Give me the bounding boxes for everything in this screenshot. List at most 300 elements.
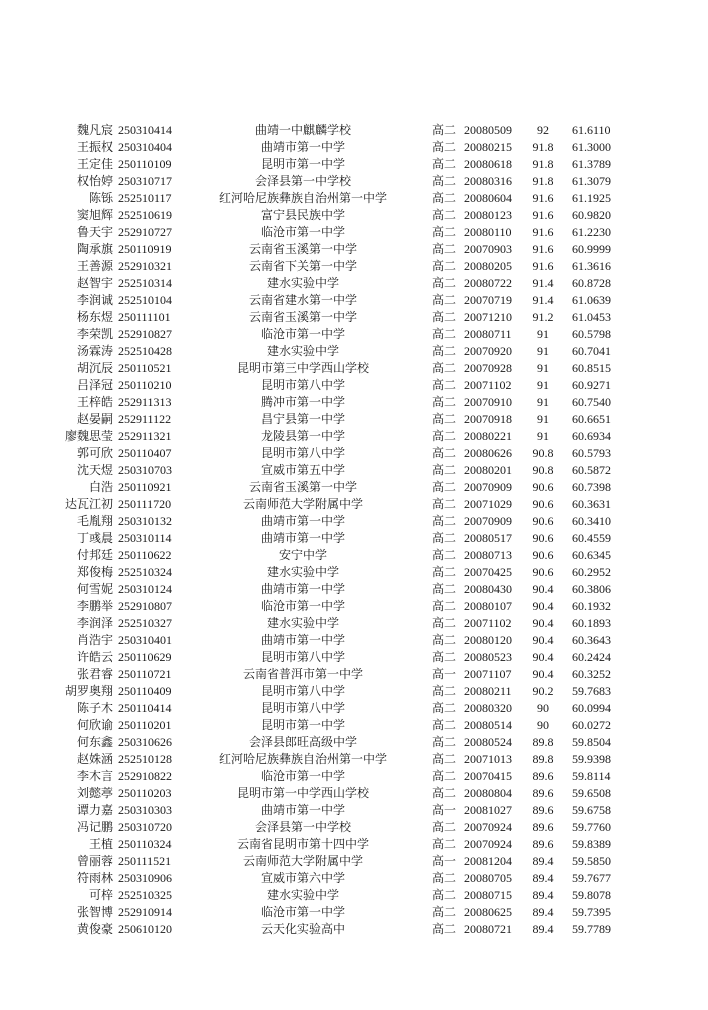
grade-level: 高二 <box>432 786 457 800</box>
school-name: 曲靖市第一中学 <box>260 633 345 647</box>
score-value: 91 <box>537 378 549 392</box>
student-id: 252510619 <box>118 208 172 222</box>
student-name: 刘懿葶 <box>76 786 113 800</box>
birth-date: 20080711 <box>464 327 512 341</box>
score-value: 91.6 <box>532 191 554 205</box>
table-row <box>0 377 708 394</box>
birth-date: 20080509 <box>464 123 512 137</box>
composite-score: 59.6508 <box>572 786 611 800</box>
composite-score: 60.9820 <box>572 208 611 222</box>
composite-score: 60.6345 <box>572 548 611 562</box>
table-row <box>0 122 708 139</box>
composite-score: 60.1932 <box>572 599 611 613</box>
student-id: 250310720 <box>118 820 172 834</box>
student-name: 陈铄 <box>88 191 113 205</box>
table-row <box>0 547 708 564</box>
table-row <box>0 275 708 292</box>
student-name: 胡沉辰 <box>76 361 113 375</box>
school-name: 临沧市第一中学 <box>260 905 345 919</box>
birth-date: 20081204 <box>464 854 512 868</box>
composite-score: 60.9271 <box>572 378 611 392</box>
birth-date: 20080722 <box>464 276 512 290</box>
student-id: 250110921 <box>118 480 172 494</box>
grade-level: 高二 <box>432 310 457 324</box>
table-row <box>0 734 708 751</box>
student-name: 王善源 <box>76 259 113 273</box>
school-name: 曲靖市第一中学 <box>260 514 345 528</box>
school-name: 曲靖市第一中学 <box>260 803 345 817</box>
composite-score: 60.4559 <box>572 531 611 545</box>
student-name: 王振权 <box>76 140 113 154</box>
student-name: 黄俊豪 <box>76 922 113 936</box>
student-name: 李润泽 <box>76 616 113 630</box>
table-row <box>0 156 708 173</box>
student-name: 权怡婷 <box>76 174 113 188</box>
grade-level: 高二 <box>432 480 457 494</box>
table-row <box>0 717 708 734</box>
composite-score: 59.8504 <box>572 735 611 749</box>
school-name: 龙陵县第一中学 <box>260 429 345 443</box>
score-value: 90.8 <box>532 446 554 460</box>
score-value: 89.4 <box>532 854 554 868</box>
student-id: 252910914 <box>118 905 172 919</box>
birth-date: 20080211 <box>464 684 512 698</box>
student-name: 鲁天宇 <box>76 225 113 239</box>
composite-score: 60.5872 <box>572 463 611 477</box>
table-row <box>0 173 708 190</box>
table-row <box>0 445 708 462</box>
score-value: 91.8 <box>532 140 554 154</box>
student-id: 252911122 <box>118 412 172 426</box>
birth-date: 20080316 <box>464 174 512 188</box>
school-name: 建水实验中学 <box>266 565 339 579</box>
table-row <box>0 258 708 275</box>
composite-score: 60.1893 <box>572 616 611 630</box>
composite-score: 60.3631 <box>572 497 611 511</box>
student-id: 252911321 <box>118 429 172 443</box>
score-value: 89.6 <box>532 837 554 851</box>
score-table <box>0 122 708 938</box>
composite-score: 60.3643 <box>572 633 611 647</box>
student-name: 肖浩宇 <box>76 633 113 647</box>
birth-date: 20071013 <box>464 752 512 766</box>
score-value: 90.4 <box>532 667 554 681</box>
student-name: 陈子木 <box>76 701 113 715</box>
student-id: 250310132 <box>118 514 172 528</box>
table-row <box>0 870 708 887</box>
grade-level: 高二 <box>432 497 457 511</box>
table-row <box>0 853 708 870</box>
table-row <box>0 887 708 904</box>
grade-level: 高二 <box>432 633 457 647</box>
composite-score: 60.2424 <box>572 650 611 664</box>
score-value: 91 <box>537 361 549 375</box>
score-value: 90.4 <box>532 616 554 630</box>
score-value: 89.4 <box>532 905 554 919</box>
school-name: 云天化实验高中 <box>260 922 345 936</box>
grade-level: 高二 <box>432 871 457 885</box>
student-id: 252510428 <box>118 344 172 358</box>
student-id: 250110919 <box>118 242 172 256</box>
student-name: 符雨林 <box>76 871 113 885</box>
school-name: 建水实验中学 <box>266 344 339 358</box>
score-value: 89.4 <box>532 871 554 885</box>
table-row <box>0 564 708 581</box>
birth-date: 20080604 <box>464 191 512 205</box>
grade-level: 高二 <box>432 820 457 834</box>
birth-date: 20080625 <box>464 905 512 919</box>
student-name: 沈天煜 <box>76 463 113 477</box>
birth-date: 20080205 <box>464 259 512 273</box>
composite-score: 59.7760 <box>572 820 611 834</box>
student-id: 252910807 <box>118 599 172 613</box>
student-name: 赵姝涵 <box>76 752 113 766</box>
student-name: 付邦廷 <box>76 548 113 562</box>
student-id: 252910727 <box>118 225 172 239</box>
table-row <box>0 411 708 428</box>
student-name: 王定佳 <box>76 157 113 171</box>
grade-level: 高二 <box>432 446 457 460</box>
birth-date: 20070909 <box>464 514 512 528</box>
table-row <box>0 802 708 819</box>
school-name: 昆明市第一中学 <box>260 718 345 732</box>
student-id: 250110622 <box>118 548 172 562</box>
score-value: 89.6 <box>532 786 554 800</box>
composite-score: 61.1925 <box>572 191 611 205</box>
student-name: 魏凡宸 <box>76 123 113 137</box>
grade-level: 高二 <box>432 259 457 273</box>
score-value: 89.8 <box>532 735 554 749</box>
grade-level: 高二 <box>432 361 457 375</box>
table-row <box>0 530 708 547</box>
birth-date: 20070910 <box>464 395 512 409</box>
score-value: 91.8 <box>532 157 554 171</box>
composite-score: 60.9999 <box>572 242 611 256</box>
composite-score: 61.3000 <box>572 140 611 154</box>
score-value: 89.4 <box>532 922 554 936</box>
composite-score: 59.8389 <box>572 837 611 851</box>
student-name: 吕泽冠 <box>76 378 113 392</box>
composite-score: 61.0453 <box>572 310 611 324</box>
grade-level: 高二 <box>432 463 457 477</box>
composite-score: 60.8515 <box>572 361 611 375</box>
school-name: 云南省下关第一中学 <box>248 259 357 273</box>
score-value: 92 <box>537 123 549 137</box>
school-name: 云南省普洱市第一中学 <box>242 667 363 681</box>
student-id: 250310404 <box>118 140 172 154</box>
grade-level: 高二 <box>432 276 457 290</box>
birth-date: 20070719 <box>464 293 512 307</box>
student-id: 250110324 <box>118 837 172 851</box>
student-id: 250610120 <box>118 922 172 936</box>
composite-score: 60.2952 <box>572 565 611 579</box>
score-value: 91.4 <box>532 293 554 307</box>
composite-score: 60.7540 <box>572 395 611 409</box>
school-name: 安宁中学 <box>278 548 327 562</box>
grade-level: 高二 <box>432 752 457 766</box>
birth-date: 20070928 <box>464 361 512 375</box>
student-name: 郭可欣 <box>76 446 113 460</box>
school-name: 昆明市第八中学 <box>260 446 345 460</box>
student-name: 毛胤翔 <box>76 514 113 528</box>
school-name: 昆明市第一中学西山学校 <box>236 786 369 800</box>
composite-score: 60.7398 <box>572 480 611 494</box>
school-name: 昆明市第八中学 <box>260 650 345 664</box>
student-id: 250310114 <box>118 531 172 545</box>
student-name: 谭力嘉 <box>76 803 113 817</box>
score-value: 89.6 <box>532 803 554 817</box>
score-value: 89.6 <box>532 769 554 783</box>
score-value: 89.6 <box>532 820 554 834</box>
school-name: 临沧市第一中学 <box>260 225 345 239</box>
birth-date: 20080626 <box>464 446 512 460</box>
score-value: 90.4 <box>532 633 554 647</box>
school-name: 云南省昆明市第十四中学 <box>236 837 369 851</box>
student-name: 赵晏嗣 <box>76 412 113 426</box>
birth-date: 20080517 <box>464 531 512 545</box>
composite-score: 61.6110 <box>572 123 611 137</box>
student-name: 可梓 <box>88 888 113 902</box>
grade-level: 高二 <box>432 769 457 783</box>
student-id: 250110409 <box>118 684 172 698</box>
table-row <box>0 326 708 343</box>
grade-level: 高二 <box>432 327 457 341</box>
composite-score: 61.2230 <box>572 225 611 239</box>
birth-date: 20070425 <box>464 565 512 579</box>
table-row <box>0 785 708 802</box>
student-name: 达瓦江初 <box>64 497 113 511</box>
score-value: 90.2 <box>532 684 554 698</box>
composite-score: 59.6758 <box>572 803 611 817</box>
school-name: 临沧市第一中学 <box>260 769 345 783</box>
student-name: 廖魏思莹 <box>64 429 113 443</box>
table-row <box>0 649 708 666</box>
grade-level: 高二 <box>432 429 457 443</box>
grade-level: 高二 <box>432 191 457 205</box>
table-row <box>0 462 708 479</box>
student-id: 250110629 <box>118 650 172 664</box>
score-value: 90.6 <box>532 548 554 562</box>
grade-level: 高二 <box>432 531 457 545</box>
student-id: 250110721 <box>118 667 172 681</box>
grade-level: 高二 <box>432 735 457 749</box>
grade-level: 高二 <box>432 242 457 256</box>
table-row <box>0 394 708 411</box>
student-id: 252510327 <box>118 616 172 630</box>
birth-date: 20070415 <box>464 769 512 783</box>
school-name: 宣威市第五中学 <box>260 463 345 477</box>
student-name: 赵智宇 <box>76 276 113 290</box>
student-name: 王植 <box>88 837 113 851</box>
school-name: 云南省玉溪第一中学 <box>248 310 357 324</box>
student-id: 250110210 <box>118 378 172 392</box>
birth-date: 20080713 <box>464 548 512 562</box>
grade-level: 高二 <box>432 548 457 562</box>
score-value: 90 <box>537 701 549 715</box>
student-id: 250111101 <box>118 310 171 324</box>
birth-date: 20071102 <box>464 378 512 392</box>
student-name: 陶承旗 <box>76 242 113 256</box>
school-name: 云南省玉溪第一中学 <box>248 242 357 256</box>
score-value: 90.6 <box>532 497 554 511</box>
birth-date: 20080618 <box>464 157 512 171</box>
school-name: 宣威市第六中学 <box>260 871 345 885</box>
school-name: 云南省建水第一中学 <box>248 293 357 307</box>
student-name: 郑俊梅 <box>76 565 113 579</box>
score-value: 91 <box>537 344 549 358</box>
school-name: 红河哈尼族彝族自治州第一中学 <box>218 752 387 766</box>
table-row <box>0 207 708 224</box>
grade-level: 高二 <box>432 378 457 392</box>
composite-score: 61.3789 <box>572 157 611 171</box>
composite-score: 60.0272 <box>572 718 611 732</box>
school-name: 临沧市第一中学 <box>260 327 345 341</box>
table-row <box>0 190 708 207</box>
birth-date: 20080320 <box>464 701 512 715</box>
table-row <box>0 836 708 853</box>
score-value: 91.6 <box>532 208 554 222</box>
table-row <box>0 751 708 768</box>
birth-date: 20080120 <box>464 633 512 647</box>
birth-date: 20070903 <box>464 242 512 256</box>
table-row <box>0 360 708 377</box>
composite-score: 59.7683 <box>572 684 611 698</box>
birth-date: 20080107 <box>464 599 512 613</box>
composite-score: 60.3806 <box>572 582 611 596</box>
student-id: 252910827 <box>118 327 172 341</box>
grade-level: 高二 <box>432 140 457 154</box>
score-value: 89.4 <box>532 888 554 902</box>
student-name: 李润诚 <box>76 293 113 307</box>
grade-level: 高二 <box>432 837 457 851</box>
score-value: 90.6 <box>532 514 554 528</box>
grade-level: 高二 <box>432 922 457 936</box>
composite-score: 59.8114 <box>572 769 611 783</box>
birth-date: 20070920 <box>464 344 512 358</box>
grade-level: 高二 <box>432 225 457 239</box>
student-id: 250111720 <box>118 497 172 511</box>
student-name: 李木言 <box>76 769 113 783</box>
score-value: 90.6 <box>532 531 554 545</box>
school-name: 昆明市第八中学 <box>260 684 345 698</box>
grade-level: 高二 <box>432 684 457 698</box>
grade-level: 高二 <box>432 412 457 426</box>
student-name: 杨东煜 <box>76 310 113 324</box>
student-id: 250310124 <box>118 582 172 596</box>
grade-level: 高二 <box>432 157 457 171</box>
student-id: 252510325 <box>118 888 172 902</box>
student-name: 白浩 <box>88 480 113 494</box>
student-id: 250110414 <box>118 701 172 715</box>
school-name: 昆明市第八中学 <box>260 701 345 715</box>
school-name: 红河哈尼族彝族自治州第一中学 <box>218 191 387 205</box>
table-row <box>0 513 708 530</box>
student-name: 何雪妮 <box>76 582 113 596</box>
table-row <box>0 428 708 445</box>
grade-level: 高一 <box>432 854 457 868</box>
table-row <box>0 581 708 598</box>
school-name: 曲靖一中麒麟学校 <box>254 123 351 137</box>
student-id: 250111521 <box>118 854 172 868</box>
table-row <box>0 496 708 513</box>
birth-date: 20071102 <box>464 616 512 630</box>
score-value: 90.4 <box>532 599 554 613</box>
composite-score: 61.0639 <box>572 293 611 307</box>
school-name: 云南省玉溪第一中学 <box>248 480 357 494</box>
student-id: 250310717 <box>118 174 172 188</box>
composite-score: 60.5798 <box>572 327 611 341</box>
grade-level: 高二 <box>432 123 457 137</box>
table-row <box>0 700 708 717</box>
score-value: 91 <box>537 412 549 426</box>
student-name: 丁彧晨 <box>76 531 113 545</box>
grade-level: 高二 <box>432 701 457 715</box>
school-name: 昌宁县第一中学 <box>260 412 345 426</box>
composite-score: 61.3616 <box>572 259 611 273</box>
school-name: 会泽县第一中学校 <box>254 174 351 188</box>
school-name: 建水实验中学 <box>266 888 339 902</box>
grade-level: 高二 <box>432 718 457 732</box>
school-name: 临沧市第一中学 <box>260 599 345 613</box>
school-name: 昆明市第一中学 <box>260 157 345 171</box>
table-row <box>0 768 708 785</box>
grade-level: 高二 <box>432 174 457 188</box>
composite-score: 60.5793 <box>572 446 611 460</box>
student-name: 窦旭辉 <box>76 208 113 222</box>
score-value: 90.4 <box>532 582 554 596</box>
school-name: 曲靖市第一中学 <box>260 582 345 596</box>
score-value: 91.6 <box>532 259 554 273</box>
school-name: 腾冲市第一中学 <box>260 395 345 409</box>
grade-level: 高一 <box>432 667 457 681</box>
school-name: 会泽县第一中学校 <box>254 820 351 834</box>
score-value: 90.8 <box>532 463 554 477</box>
student-id: 252910321 <box>118 259 172 273</box>
student-id: 252911313 <box>118 395 172 409</box>
birth-date: 20080201 <box>464 463 512 477</box>
table-row <box>0 309 708 326</box>
table-row <box>0 343 708 360</box>
grade-level: 高二 <box>432 582 457 596</box>
grade-level: 高二 <box>432 514 457 528</box>
score-value: 91.8 <box>532 174 554 188</box>
composite-score: 59.9398 <box>572 752 611 766</box>
table-row <box>0 139 708 156</box>
birth-date: 20080804 <box>464 786 512 800</box>
birth-date: 20080430 <box>464 582 512 596</box>
birth-date: 20080715 <box>464 888 512 902</box>
score-value: 90.6 <box>532 565 554 579</box>
student-id: 252510314 <box>118 276 172 290</box>
birth-date: 20080705 <box>464 871 512 885</box>
birth-date: 20080721 <box>464 922 512 936</box>
score-value: 91.6 <box>532 242 554 256</box>
birth-date: 20071029 <box>464 497 512 511</box>
score-value: 91 <box>537 327 549 341</box>
grade-level: 高二 <box>432 395 457 409</box>
student-id: 252510104 <box>118 293 172 307</box>
school-name: 昆明市第三中学西山学校 <box>236 361 369 375</box>
student-id: 252510324 <box>118 565 172 579</box>
birth-date: 20080514 <box>464 718 512 732</box>
table-row <box>0 615 708 632</box>
composite-score: 59.7395 <box>572 905 611 919</box>
birth-date: 20071107 <box>464 667 512 681</box>
composite-score: 59.7789 <box>572 922 611 936</box>
composite-score: 61.3079 <box>572 174 611 188</box>
birth-date: 20080123 <box>464 208 512 222</box>
student-id: 250110109 <box>118 157 172 171</box>
